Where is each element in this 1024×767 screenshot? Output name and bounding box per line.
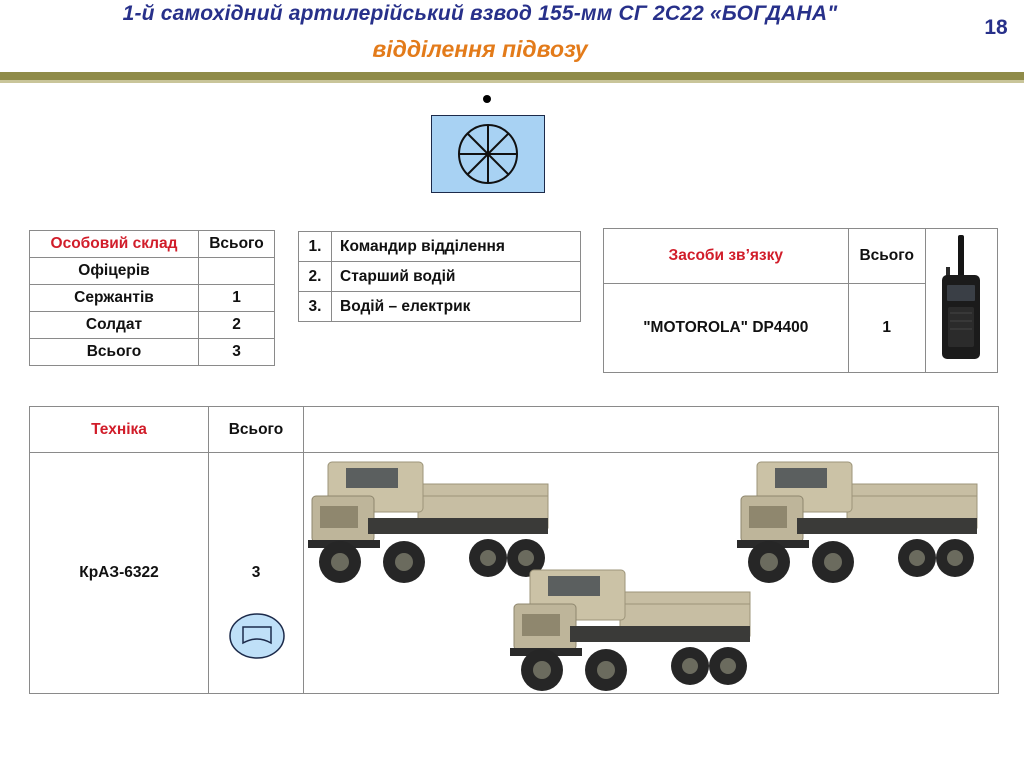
table-row <box>30 339 275 366</box>
role-title: Водій – електрик <box>332 292 581 322</box>
roles-table <box>298 231 581 322</box>
role-title: Старший водій <box>332 262 581 292</box>
table-row <box>299 292 581 322</box>
header-rule <box>0 72 1024 80</box>
vehicles-header-image <box>304 407 999 453</box>
role-number: 3. <box>299 292 332 322</box>
slide-title: 1-й самохідний артилерійський взвод 155-мм СГ 2С22 «БОГДАНА" <box>122 2 838 25</box>
table-row <box>30 285 275 312</box>
slide-subtitle: відділення підвозу <box>372 36 588 62</box>
table-row <box>30 258 275 285</box>
truck-image <box>737 458 982 586</box>
vehicles-header-label: Техніка <box>30 407 209 453</box>
vehicle-sign-icon <box>229 612 285 660</box>
personnel-header-total: Всього <box>199 231 275 258</box>
vehicle-model: КрАЗ-6322 <box>30 453 209 694</box>
personnel-cell: 2 <box>199 312 275 339</box>
truck-image <box>510 566 755 694</box>
comms-table <box>603 228 998 373</box>
vehicles-header-total: Всього <box>209 407 304 453</box>
personnel-header-label: Особовий склад <box>30 231 199 258</box>
personnel-table <box>29 230 275 366</box>
comms-device: "MOTOROLA" DP4400 <box>604 284 849 373</box>
header-rule-light <box>0 80 1024 83</box>
personnel-cell: 3 <box>199 339 275 366</box>
table-header-row <box>604 229 998 284</box>
personnel-cell: Сержантів <box>30 285 199 312</box>
comms-header-total: Всього <box>848 229 925 284</box>
slide-number: 18 <box>984 16 1008 39</box>
radio-image-cell <box>925 229 997 373</box>
table-row <box>299 232 581 262</box>
unit-sign-icon <box>431 115 545 193</box>
unit-size-dot <box>483 95 491 103</box>
comms-total: 1 <box>848 284 925 373</box>
personnel-cell: Офіцерів <box>30 258 199 285</box>
role-title: Командир відділення <box>332 232 581 262</box>
personnel-cell: Всього <box>30 339 199 366</box>
personnel-cell: 1 <box>199 285 275 312</box>
handheld-radio-icon <box>936 233 986 363</box>
comms-header-label: Засоби зв’язку <box>604 229 849 284</box>
table-header-row <box>30 231 275 258</box>
table-row <box>30 312 275 339</box>
table-row <box>299 262 581 292</box>
role-number: 2. <box>299 262 332 292</box>
role-number: 1. <box>299 232 332 262</box>
table-header-row <box>30 407 999 453</box>
vehicle-total: 3 <box>209 453 304 694</box>
personnel-cell: Солдат <box>30 312 199 339</box>
personnel-cell <box>199 258 275 285</box>
